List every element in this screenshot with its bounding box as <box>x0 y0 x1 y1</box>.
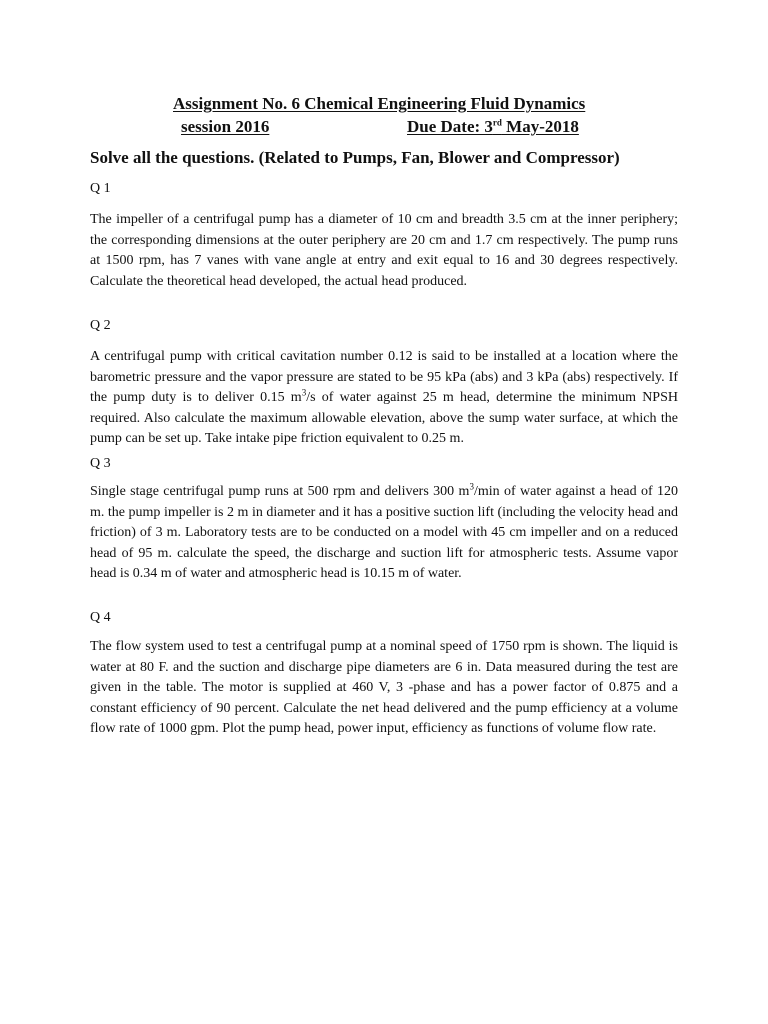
question-4-label: Q 4 <box>90 610 111 625</box>
instruction-heading: Solve all the questions. (Related to Pumps, Fan, Blower and Compressor) <box>90 148 620 167</box>
due-date <box>407 117 579 137</box>
question-3-superscript: 3 <box>469 481 474 492</box>
question-3-label: Q 3 <box>90 456 111 471</box>
question-2-text-part1: A centrifugal pump with critical cavitation number 0.12 is said to be installed at a location where the barometric pressure and the vapor pressure are stated to be 95 kPa (abs) and 3 kPa (abs) respectively. If the pump duty is to deliver 0.15 m <box>90 349 678 405</box>
due-date-suffix: May-2018 <box>501 117 579 136</box>
question-3-text-part2: /min of water against a head of 120 m. the pump impeller is 2 m in diameter and it has a positive suction lift (including the velocity head and friction) of 3 m. Laboratory tests are to be conducted on a model with 45 cm impeller and on a reduced head of 95 m. calculate the speed, the discharge and suction lift for atmospheric tests. Assume vapor head is 0.34 m of water and atmospheric head is 10.15 m of water. <box>90 484 678 581</box>
question-4-text: The flow system used to test a centrifugal pump at a nominal speed of 1750 rpm is shown. The liquid is water at 80 F. and the suction and discharge pipe diameters are 6 in. Data measured during the test are given in the table. The motor is supplied at 460 V, 3 -phase and has a power factor of 0.875 and a constant efficiency of 90 percent. Calculate the net head delivered and the pump efficiency at a volume flow rate of 1000 gpm. Plot the pump head, power input, efficiency as functions of volume flow rate. <box>90 639 678 736</box>
session-label: session 2016 <box>181 117 270 136</box>
question-2-superscript: 3 <box>301 387 307 398</box>
question-3-text-part1: Single stage centrifugal pump runs at 500 rpm and delivers 300 m <box>90 484 470 499</box>
question-1-text: The impeller of a centrifugal pump has a diameter of 10 cm and breadth 3.5 cm at the inner periphery; the corresponding dimensions at the outer periphery are 20 cm and 1.7 cm respectively. The pump runs at 1500 rpm, has 7 vanes with vane angle at entry and exit equal to 16 and 30 degrees respectively. Calculate the theoretical head developed, the actual head produced. <box>90 212 678 289</box>
question-1-label: Q 1 <box>90 181 111 196</box>
question-2-text <box>90 347 678 450</box>
question-3-text <box>90 482 678 585</box>
due-date-prefix: Due Date: 3 <box>407 117 493 136</box>
question-2-text-part2: /s of water against 25 m head, determine the minimum NPSH required. Also calculate the maximum allowable elevation, above the sump water surface, at which the pump can be set up. Take intake pipe friction equivalent to 0.25 m. <box>90 390 678 446</box>
question-2-label: Q 2 <box>90 318 111 333</box>
assignment-title: Assignment No. 6 Chemical Engineering Fluid Dynamics <box>173 94 586 113</box>
due-date-ordinal: rd <box>492 117 502 128</box>
